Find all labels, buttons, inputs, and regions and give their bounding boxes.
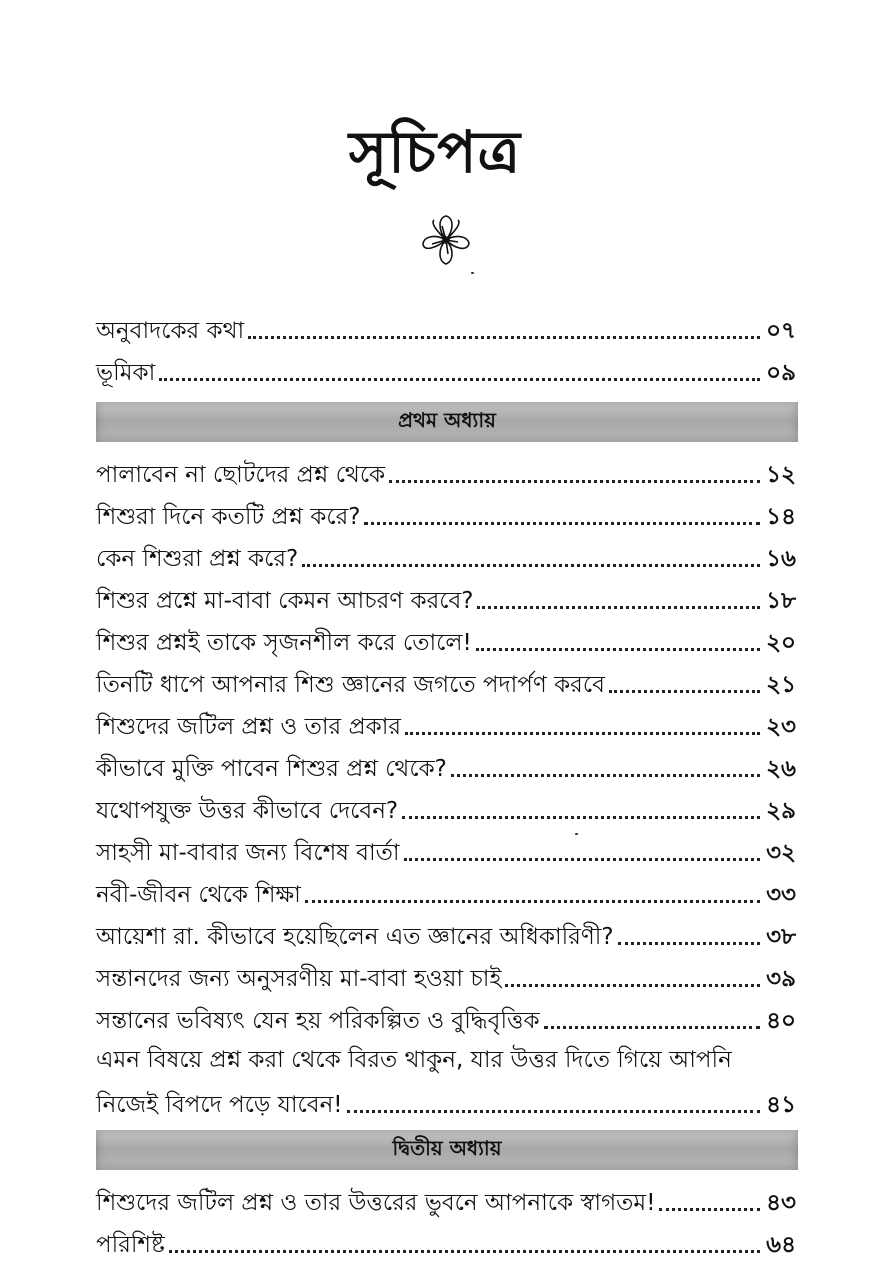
dot-leader [544,1026,761,1029]
toc-entry-title: পালাবেন না ছোটদের প্রশ্ন থেকে [96,462,386,488]
toc-entry[interactable] [96,620,796,658]
toc-entry[interactable] [96,704,796,742]
toc-entry-page: ২৬ [766,756,796,782]
toc-entry-page: ২৯ [766,798,796,824]
dot-leader [451,774,760,777]
toc-entry[interactable] [96,308,796,346]
toc-entry-title: সন্তানদের জন্য অনুসরণীয় মা-বাবা হওয়া চাই [96,966,502,992]
toc-entry-title: নবী-জীবন থেকে শিক্ষা [96,882,301,908]
dot-leader [302,564,760,567]
toc-entry-page: ৪৩ [766,1190,796,1216]
dot-leader [305,900,760,903]
dot-leader [405,732,760,735]
toc-entry-page: ৬৪ [766,1232,796,1258]
dot-leader [389,480,760,483]
toc-entry[interactable] [96,578,796,616]
dot-leader [347,1110,761,1113]
toc-entry[interactable] [96,350,796,388]
toc-entry[interactable] [96,494,796,532]
page-title: সূচিপত্র [348,118,522,186]
toc-entry-page: ২১ [766,672,796,698]
toc-entry[interactable] [96,956,796,994]
toc-entry-page: ২০ [766,630,796,656]
dot-leader [364,522,760,525]
toc-entry-page: ২৩ [766,714,796,740]
toc-entry-page: ১৪ [766,504,796,530]
toc-entry[interactable] [96,746,796,784]
toc-entry-title: অনুবাদকের কথা [96,318,245,344]
toc-entry-title: আয়েশা রা. কীভাবে হয়েছিলেন এত জ্ঞানের অধিকারিণী? [96,924,614,950]
chapter-heading: দ্বিতীয় অধ্যায় [392,1135,502,1160]
dot-leader [248,336,760,339]
chapter-heading: প্রথম অধ্যায় [398,407,496,432]
toc-entry-page: ১৬ [766,546,796,572]
toc-entry-title: কেন শিশুরা প্রশ্ন করে? [96,546,299,572]
toc-entry[interactable] [96,1180,796,1218]
dot-leader [159,378,760,381]
speck-mark [471,272,474,274]
toc-entry-title: শিশুদের জটিল প্রশ্ন ও তার উত্তরের ভুবনে আপনাকে স্বাগতম! [96,1190,656,1216]
dot-leader [476,648,760,651]
toc-entry-title-line1: এমন বিষয়ে প্রশ্ন করা থেকে বিরত থাকুন, যার উত্তর দিতে গিয়ে আপনি [96,1047,732,1073]
toc-entry[interactable] [96,788,796,826]
toc-entry-title: শিশুরা দিনে কতটি প্রশ্ন করে? [96,504,361,530]
dot-leader [402,816,760,819]
toc-entry-page: ৩৯ [766,966,796,992]
toc-entry-wrapped[interactable] [96,1040,796,1078]
toc-entry-title: শিশুর প্রশ্নই তাকে সৃজনশীল করে তোলে! [96,630,472,656]
toc-entry-title: কীভাবে মুক্তি পাবেন শিশুর প্রশ্ন থেকে? [96,756,447,782]
dot-leader [618,942,761,945]
toc-entry-page: ৩৮ [766,924,796,950]
dot-leader [505,984,760,987]
toc-entry-title-line2: নিজেই বিপদে পড়ে যাবেন! [96,1092,343,1118]
toc-entry-page: ১৮ [766,588,796,614]
toc-entry-title: শিশুর প্রশ্নে মা-বাবা কেমন আচরণ করবে? [96,588,474,614]
chapter-heading-band [96,1130,798,1170]
dot-leader [477,606,760,609]
toc-entry-page: ৪০ [766,1008,796,1034]
toc-entry-title: শিশুদের জটিল প্রশ্ন ও তার প্রকার [96,714,402,740]
toc-entry-title: পরিশিষ্ট [96,1232,165,1258]
toc-entry-page: ০৭ [766,318,796,344]
toc-entry[interactable] [96,914,796,952]
flower-ornament-icon [418,212,474,268]
dot-leader [169,1250,760,1253]
dot-leader [609,690,760,693]
toc-entry[interactable] [96,536,796,574]
toc-entry-page: ৪১ [766,1092,796,1118]
toc-entry[interactable] [96,662,796,700]
toc-entry-wrapped-continuation[interactable] [96,1082,796,1120]
toc-entry-title: তিনটি ধাপে আপনার শিশু জ্ঞানের জগতে পদার্পণ করবে [96,672,605,698]
toc-entry[interactable] [96,830,796,868]
toc-entry-title: ভূমিকা [96,360,156,386]
toc-entry-page: ৩৩ [766,882,796,908]
toc-entry[interactable] [96,998,796,1036]
toc-entry[interactable] [96,872,796,910]
toc-entry-title: সাহসী মা-বাবার জন্য বিশেষ বার্তা [96,840,400,866]
dot-leader [404,858,760,861]
toc-entry[interactable] [96,1222,796,1260]
toc-entry[interactable] [96,452,796,490]
chapter-heading-band [96,402,798,442]
toc-entry-page: ৩২ [766,840,796,866]
dot-leader [659,1208,760,1211]
toc-entry-title: সন্তানের ভবিষ্যৎ যেন হয় পরিকল্পিত ও বুদ্ধিবৃত্তিক [96,1008,540,1034]
toc-entry-page: ০৯ [766,360,796,386]
toc-entry-page: ১২ [766,462,796,488]
toc-entry-title: যথোপযুক্ত উত্তর কীভাবে দেবেন? [96,798,399,824]
